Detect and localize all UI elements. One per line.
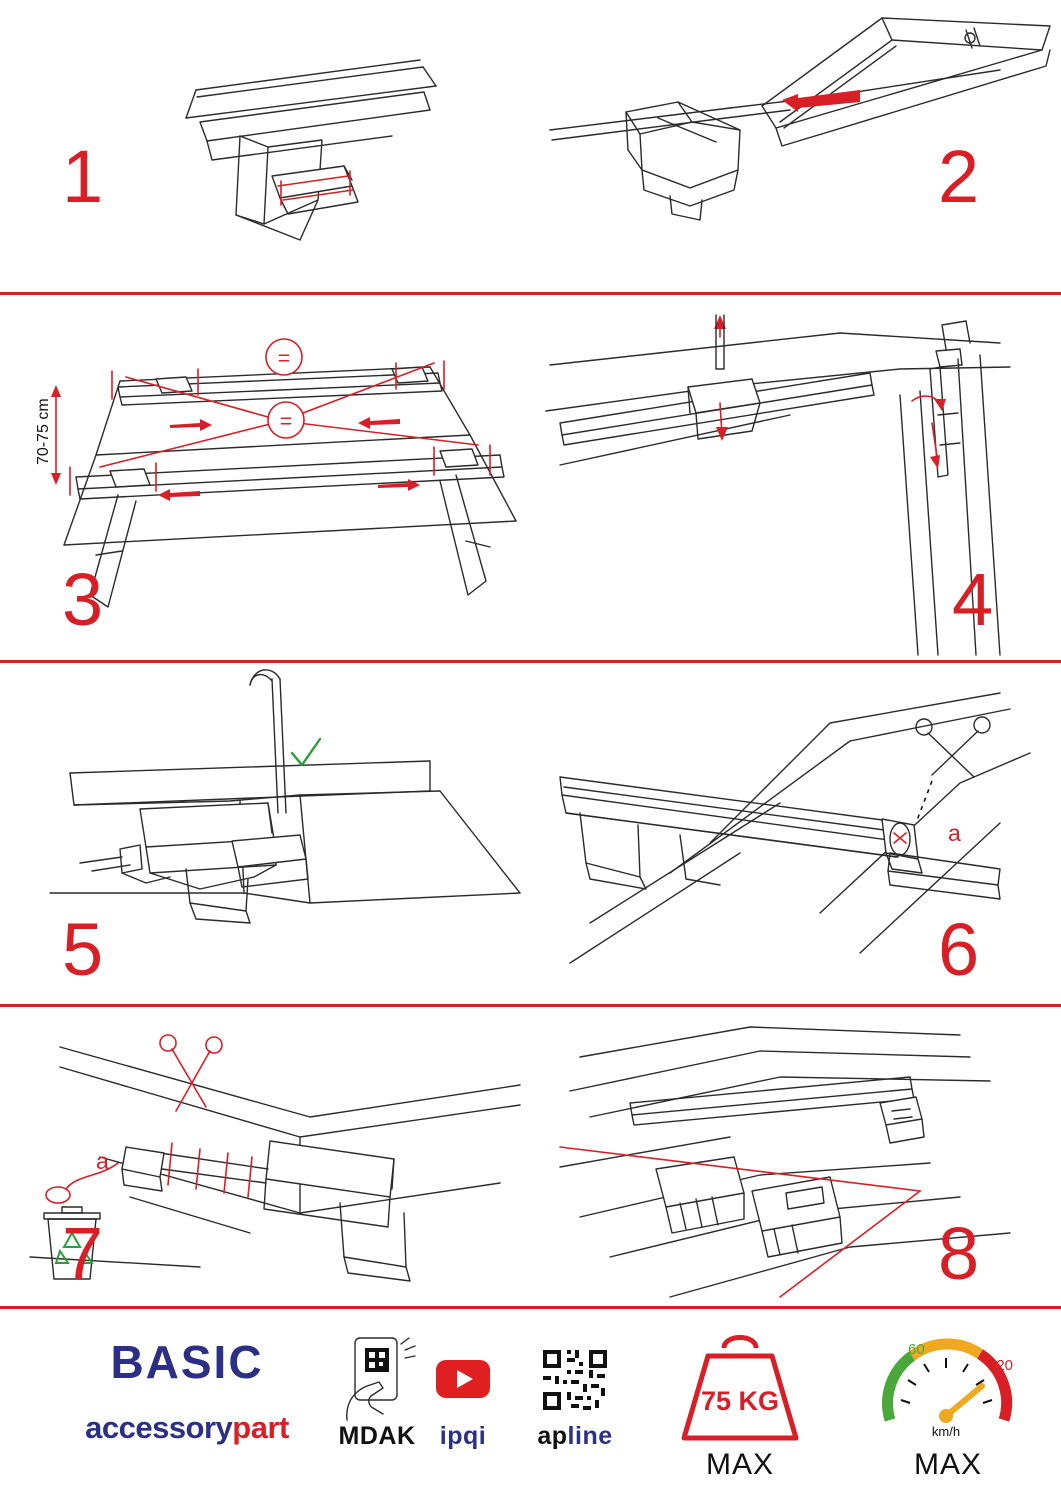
speed-tick-60: 60 xyxy=(908,1341,925,1358)
step-7-panel xyxy=(0,1007,530,1306)
brand-name: BASIC xyxy=(110,1336,264,1388)
step-3-panel xyxy=(0,295,540,660)
step-number-4: 4 xyxy=(952,558,994,641)
step-number-3: 3 xyxy=(62,558,104,641)
step-8-panel xyxy=(530,1007,1061,1306)
step-number-8: 8 xyxy=(938,1212,980,1295)
step-number-1: 1 xyxy=(62,135,104,218)
weight-icon xyxy=(660,1324,820,1448)
step-number-5: 5 xyxy=(62,908,104,991)
step-4-panel xyxy=(540,295,1061,660)
logo-mdak-label-main: MD xyxy=(338,1422,379,1450)
brand-tagline-accent: part xyxy=(232,1410,289,1445)
logo-apline-label-accent: line xyxy=(567,1422,613,1450)
logo-apline xyxy=(480,1336,670,1451)
step-5-panel xyxy=(0,663,530,1004)
logo-mdak-label-accent: AK xyxy=(378,1422,416,1450)
spacing-label: 70-75 cm xyxy=(35,398,52,465)
step-number-7: 7 xyxy=(62,1212,104,1295)
step-number-6: 6 xyxy=(938,908,980,991)
speed-tick-120: 120 xyxy=(988,1357,1014,1374)
max-speed-block xyxy=(868,1324,1028,1481)
brand-tagline xyxy=(62,1410,312,1446)
cut-label-a: a xyxy=(948,820,961,846)
speedometer-icon xyxy=(868,1324,1028,1448)
step-1-panel xyxy=(0,0,530,292)
step-2-illustration xyxy=(530,0,1061,292)
max-speed-label: MAX xyxy=(913,1448,982,1481)
max-weight-block xyxy=(660,1324,820,1481)
logo-apline-label-main: ap xyxy=(537,1422,568,1450)
step-8-illustration xyxy=(530,1007,1061,1306)
logo-ipqi-label: ipqi xyxy=(439,1422,487,1450)
qr-code-icon xyxy=(535,1336,615,1422)
step-6-illustration xyxy=(530,663,1061,1004)
brand-tagline-main: accessory xyxy=(85,1410,233,1445)
logo-apline-label xyxy=(480,1422,670,1451)
step-number-2: 2 xyxy=(938,135,980,218)
footer xyxy=(0,1306,1061,1500)
svg-text:=: = xyxy=(277,347,291,370)
step-2-panel xyxy=(530,0,1061,292)
max-weight-label: MAX xyxy=(705,1448,774,1481)
speed-unit: km/h xyxy=(931,1424,961,1439)
max-weight-value: 75 KG xyxy=(700,1386,780,1416)
cut-label-a: a xyxy=(96,1148,109,1174)
brand-block xyxy=(62,1336,312,1446)
svg-text:=: = xyxy=(279,410,293,433)
step-6-panel xyxy=(530,663,1061,1004)
